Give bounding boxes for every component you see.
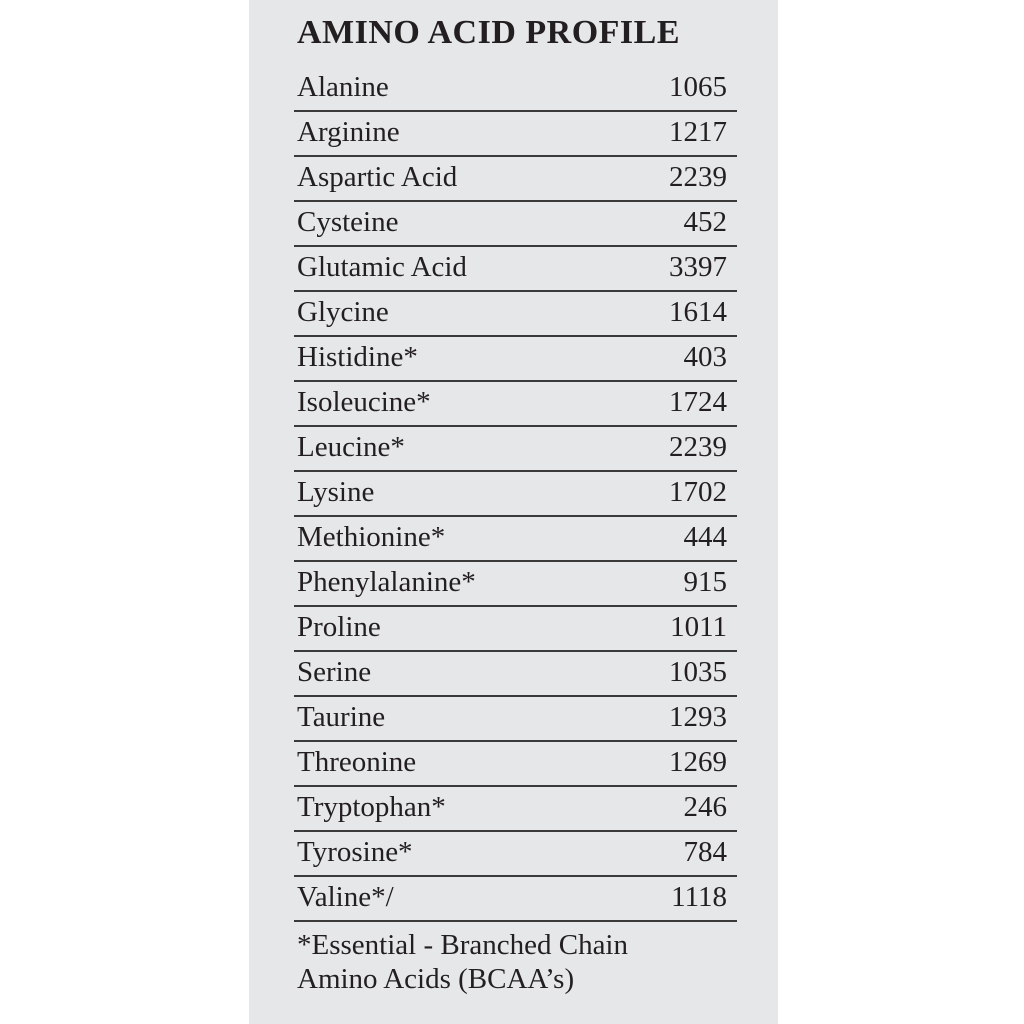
- table-row: [294, 157, 737, 202]
- amino-acid-value: 1065: [669, 71, 727, 103]
- amino-acid-panel: [249, 0, 778, 1024]
- table-row: [294, 472, 737, 517]
- amino-acid-name: Isoleucine*: [297, 386, 431, 418]
- amino-acid-name: Phenylalanine*: [297, 566, 476, 598]
- page-title: AMINO ACID PROFILE: [297, 14, 681, 51]
- amino-acid-name: Serine: [297, 656, 372, 688]
- amino-acid-value: 1724: [669, 386, 727, 418]
- table-row: [294, 247, 737, 292]
- table-row: [294, 67, 737, 112]
- amino-acid-value: 1293: [669, 701, 727, 733]
- table-row: [294, 652, 737, 697]
- amino-acid-name: Histidine*: [297, 341, 418, 373]
- amino-acid-name: Glycine: [297, 296, 389, 328]
- amino-acid-name: Alanine: [297, 71, 389, 103]
- table-row: [294, 787, 737, 832]
- footnote: [297, 928, 767, 996]
- table-row: [294, 517, 737, 562]
- amino-acid-value: 2239: [669, 431, 727, 463]
- amino-acid-value: 444: [683, 521, 727, 553]
- table-row: [294, 832, 737, 877]
- amino-acid-value: 246: [683, 791, 727, 823]
- amino-acid-value: 1118: [671, 881, 727, 913]
- table-row: [294, 112, 737, 157]
- table-row: [294, 562, 737, 607]
- amino-acid-value: 2239: [669, 161, 727, 193]
- amino-acid-name: Lysine: [297, 476, 375, 508]
- table-row: [294, 697, 737, 742]
- footnote-line-1: *Essential - Branched Chain: [297, 929, 628, 961]
- amino-acid-name: Taurine: [297, 701, 386, 733]
- amino-acid-value: 1217: [669, 116, 727, 148]
- amino-acid-value: 915: [683, 566, 727, 598]
- amino-acid-value: 3397: [669, 251, 727, 283]
- table-row: [294, 202, 737, 247]
- amino-acid-value: 403: [683, 341, 727, 373]
- amino-acid-name: Cysteine: [297, 206, 399, 238]
- amino-acid-value: 1702: [669, 476, 727, 508]
- amino-acid-name: Glutamic Acid: [297, 251, 467, 283]
- amino-acid-table: [294, 67, 737, 922]
- amino-acid-name: Methionine*: [297, 521, 446, 553]
- amino-acid-name: Arginine: [297, 116, 400, 148]
- amino-acid-name: Tyrosine*: [297, 836, 413, 868]
- amino-acid-name: Valine*/: [297, 881, 394, 913]
- amino-acid-value: 452: [683, 206, 727, 238]
- table-row: [294, 877, 737, 922]
- amino-acid-name: Threonine: [297, 746, 417, 778]
- table-row: [294, 742, 737, 787]
- footnote-line-2: Amino Acids (BCAA’s): [297, 963, 575, 995]
- table-row: [294, 607, 737, 652]
- amino-acid-name: Tryptophan*: [297, 791, 446, 823]
- amino-acid-name: Leucine*: [297, 431, 405, 463]
- table-row: [294, 427, 737, 472]
- amino-acid-value: 1011: [670, 611, 727, 643]
- amino-acid-name: Proline: [297, 611, 381, 643]
- table-row: [294, 382, 737, 427]
- amino-acid-value: 1614: [669, 296, 727, 328]
- amino-acid-value: 1035: [669, 656, 727, 688]
- amino-acid-name: Aspartic Acid: [297, 161, 458, 193]
- amino-acid-value: 784: [683, 836, 727, 868]
- table-row: [294, 292, 737, 337]
- amino-acid-value: 1269: [669, 746, 727, 778]
- table-row: [294, 337, 737, 382]
